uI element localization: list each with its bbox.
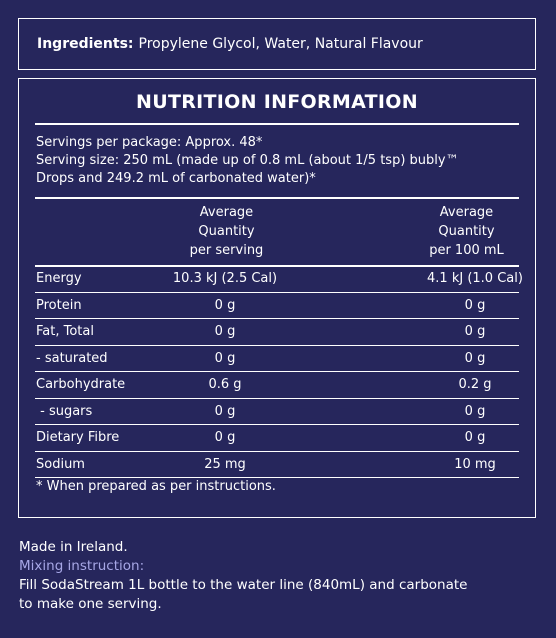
per-serving-value: 0 g — [214, 297, 236, 313]
servings-per-package: Servings per package: Approx. 48* — [36, 135, 263, 150]
nutrient-name: Carbohydrate — [36, 377, 126, 392]
per-100ml-value: 0.2 g — [458, 377, 492, 392]
column-header-per-serving: Average Quantity per serving — [189, 205, 264, 258]
per-100ml-value: 0 g — [464, 297, 486, 313]
label-footer — [19, 538, 539, 614]
nutrient-name: Fat, Total — [36, 324, 94, 339]
per-100ml-value: 10 mg — [454, 456, 496, 472]
nutrient-name: Protein — [36, 297, 82, 313]
ingredients-label: Ingredients: — [37, 36, 134, 52]
mixing-instruction-line-1: Fill SodaStream 1L bottle to the water line (840mL) and carbonate — [19, 577, 468, 593]
column-header-per-100ml: Average Quantity per 100 mL — [429, 205, 504, 258]
mixing-instruction-line-2: to make one serving. — [19, 596, 162, 612]
header-divider — [35, 197, 519, 199]
per-serving-value: 0 g — [214, 350, 236, 366]
table-row — [35, 319, 519, 346]
per-serving-value: 10.3 kJ (2.5 Cal) — [172, 271, 278, 286]
per-100ml-value: 4.1 kJ (1.0 Cal) — [427, 271, 523, 286]
per-serving-value: 0 g — [214, 430, 236, 445]
nutrient-name: Dietary Fibre — [36, 430, 120, 445]
table-row — [35, 399, 519, 426]
ingredients-text: Propylene Glycol, Water, Natural Flavour — [138, 36, 423, 52]
per-100ml-value: 0 g — [464, 324, 486, 339]
per-serving-value: 25 mg — [204, 456, 246, 472]
nutrition-table — [35, 266, 523, 478]
per-100ml-value: 0 g — [464, 403, 486, 419]
table-row — [35, 425, 519, 452]
nutrition-title: NUTRITION INFORMATION — [136, 91, 418, 113]
table-row — [35, 266, 523, 293]
per-100ml-value: 0 g — [464, 350, 486, 366]
nutrient-name: - sugars — [36, 403, 93, 419]
per-serving-value: 0 g — [214, 324, 236, 339]
footnote: * When prepared as per instructions. — [36, 479, 276, 494]
serving-info — [36, 134, 521, 188]
serving-size-line-2: Drops and 249.2 mL of carbonated water)* — [36, 171, 316, 186]
nutrient-name: Sodium — [36, 456, 85, 472]
table-row — [35, 346, 519, 373]
mixing-instruction-label: Mixing instruction: — [19, 558, 145, 574]
title-divider — [35, 123, 519, 125]
nutrient-name: Energy — [36, 271, 82, 286]
per-serving-value: 0.6 g — [208, 377, 242, 392]
nutrition-panel — [18, 78, 536, 518]
per-100ml-value: 0 g — [464, 430, 486, 445]
table-row — [35, 372, 519, 399]
ingredients-box — [18, 18, 536, 70]
per-serving-value: 0 g — [214, 403, 236, 419]
nutrient-name: - saturated — [36, 350, 108, 366]
table-row — [35, 293, 519, 320]
country-of-origin: Made in Ireland. — [19, 539, 128, 555]
serving-size-line-1: Serving size: 250 mL (made up of 0.8 mL (about 1/5 tsp) bubly™ — [36, 153, 459, 168]
table-row — [35, 452, 519, 479]
